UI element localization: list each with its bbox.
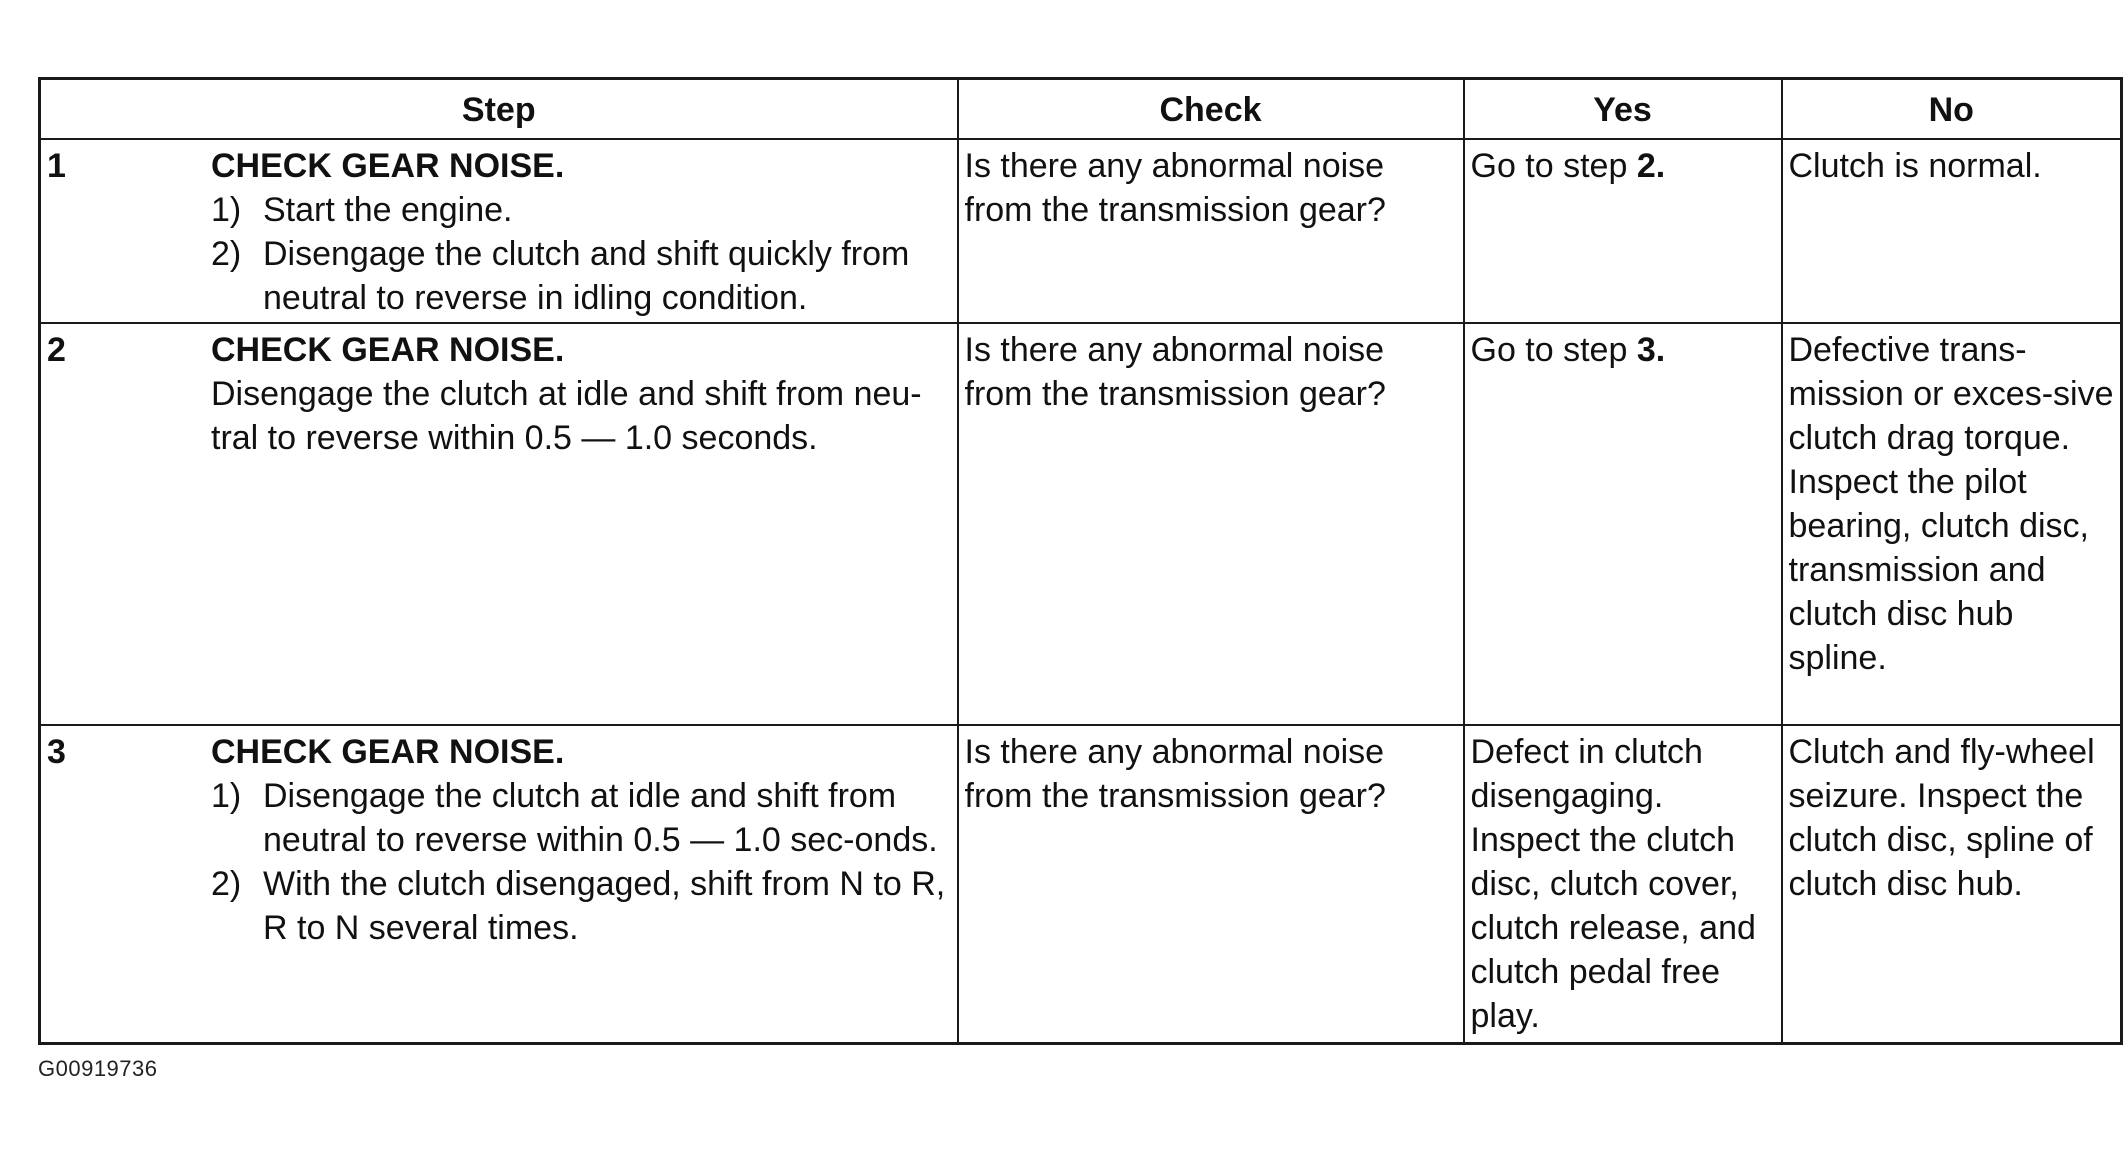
step-title: CHECK GEAR NOISE. <box>211 331 565 369</box>
step-number: 3 <box>47 733 66 771</box>
list-item-text: Start the engine. <box>263 191 513 229</box>
yes-cell <box>1464 139 1782 323</box>
step-cell <box>40 725 958 1044</box>
list-item-text: With the clutch disengaged, shift from N to R, R to N several times. <box>263 865 946 947</box>
step-number: 2 <box>47 331 66 369</box>
check-text: Is there any abnormal noise from the transmission gear? <box>964 147 1386 229</box>
check-text: Is there any abnormal noise from the transmission gear? <box>964 331 1386 413</box>
diagnostic-table <box>38 77 2123 1045</box>
yes-prefix: Go to step <box>1470 331 1637 369</box>
header-no: No <box>1782 79 2122 140</box>
list-item-number: 2) <box>211 235 242 273</box>
figure-id: G00919736 <box>38 1056 158 1081</box>
no-text: Clutch is normal. <box>1788 147 2042 185</box>
step-list-item <box>211 188 951 232</box>
step-title: CHECK GEAR NOISE. <box>211 147 565 185</box>
yes-cell <box>1464 323 1782 725</box>
step-description: Disengage the clutch at idle and shift from neu-tral to reverse within 0.5 — 1.0 seconds. <box>211 375 922 457</box>
header-step: Step <box>40 79 958 140</box>
no-cell <box>1782 323 2122 725</box>
header-check: Check <box>958 79 1464 140</box>
yes-prefix: Go to step <box>1470 147 1637 185</box>
step-cell <box>40 139 958 323</box>
yes-step-ref: 3. <box>1636 331 1666 369</box>
list-item-number: 2) <box>211 865 242 903</box>
no-text: Defective trans-mission or exces-sive clutch drag torque. Inspect the pilot bearing, clutch disc, transmission and clutch disc hub spline. <box>1788 331 2114 677</box>
yes-text <box>1465 140 1781 188</box>
table-row <box>40 139 2122 323</box>
check-cell <box>958 725 1464 1044</box>
yes-cell <box>1464 725 1782 1044</box>
step-list <box>211 774 951 950</box>
yes-text <box>1465 324 1781 372</box>
table-row <box>40 323 2122 725</box>
step-list-item <box>211 862 951 950</box>
list-item-text: Disengage the clutch at idle and shift from neutral to reverse within 0.5 — 1.0 sec-onds. <box>263 777 938 859</box>
step-list <box>211 188 951 320</box>
no-cell <box>1782 725 2122 1044</box>
yes-step-ref: 2. <box>1636 147 1666 185</box>
no-cell <box>1782 139 2122 323</box>
no-text: Clutch and fly-wheel seizure. Inspect the clutch disc, spline of clutch disc hub. <box>1788 733 2095 903</box>
step-list-item <box>211 774 951 862</box>
step-body <box>211 726 957 950</box>
table-row <box>40 725 2122 1044</box>
check-text: Is there any abnormal noise from the transmission gear? <box>964 733 1386 815</box>
step-list-item <box>211 232 951 320</box>
header-yes: Yes <box>1464 79 1782 140</box>
step-cell <box>40 323 958 725</box>
yes-text: Defect in clutch disengaging. Inspect the clutch disc, clutch cover, clutch release, and clutch pedal free play. <box>1470 733 1756 1035</box>
check-cell <box>958 139 1464 323</box>
check-cell <box>958 323 1464 725</box>
list-item-number: 1) <box>211 777 242 815</box>
step-title: CHECK GEAR NOISE. <box>211 733 565 771</box>
table-header-row <box>40 79 2122 140</box>
list-item-text: Disengage the clutch and shift quickly from neutral to reverse in idling condition. <box>263 235 910 317</box>
list-item-number: 1) <box>211 191 242 229</box>
step-number: 1 <box>47 147 66 185</box>
step-body <box>211 140 957 320</box>
step-body <box>211 324 957 460</box>
